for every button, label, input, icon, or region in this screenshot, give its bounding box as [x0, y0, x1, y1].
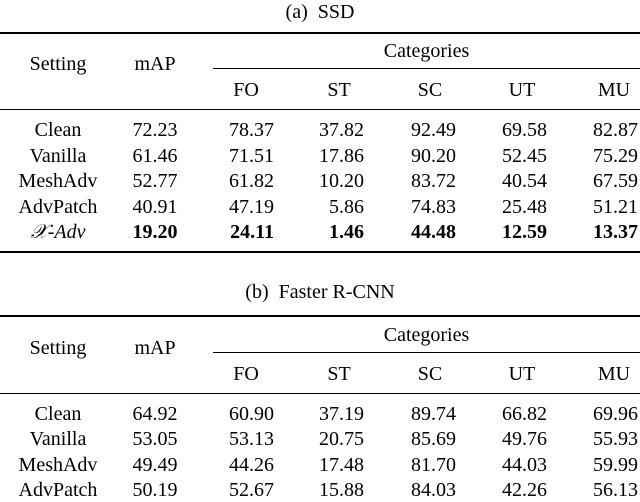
row-setting: AdvPatch	[18, 479, 98, 501]
row-setting: Vanilla	[29, 428, 87, 450]
row-st: 5.86	[329, 196, 364, 218]
row-sc: 90.20	[411, 145, 456, 167]
row-st: 15.88	[319, 479, 364, 501]
header-mu: MU	[597, 79, 631, 101]
row-fo: 61.82	[229, 170, 274, 192]
row-setting: Clean	[34, 119, 82, 141]
row-ut: 12.59	[502, 221, 547, 243]
bottom-rule	[0, 251, 640, 253]
row-setting: AdvPatch	[18, 196, 98, 218]
top-rule	[0, 32, 640, 34]
row-mu: 69.96	[593, 403, 638, 425]
row-map: 40.91	[132, 196, 178, 218]
row-mu: 67.59	[593, 170, 638, 192]
header-categories: Categories	[383, 324, 470, 346]
row-fo: 24.11	[230, 221, 274, 243]
row-fo: 53.13	[229, 428, 274, 450]
row-sc: 44.48	[411, 221, 456, 243]
row-mu: 82.87	[593, 119, 638, 141]
row-setting: Clean	[34, 403, 82, 425]
header-ut: UT	[508, 79, 536, 101]
row-ut: 44.03	[502, 454, 547, 476]
row-mu: 56.13	[593, 479, 638, 501]
header-fo: FO	[233, 79, 259, 101]
header-ut: UT	[508, 363, 536, 385]
row-mu: 55.93	[593, 428, 638, 450]
row-ut: 52.45	[502, 145, 547, 167]
header-mu: MU	[597, 363, 631, 385]
table-caption: (a) SSD	[285, 1, 355, 23]
header-rule	[0, 393, 640, 394]
row-sc: 85.69	[411, 428, 456, 450]
row-fo: 60.90	[229, 403, 274, 425]
row-sc: 83.72	[411, 170, 456, 192]
row-mu: 51.21	[593, 196, 638, 218]
row-sc: 92.49	[411, 119, 456, 141]
row-mu: 59.99	[593, 454, 638, 476]
row-setting: MeshAdv	[18, 454, 98, 476]
row-map: 52.77	[132, 170, 178, 192]
row-fo: 52.67	[229, 479, 274, 501]
row-map: 19.20	[132, 221, 178, 243]
row-fo: 47.19	[229, 196, 274, 218]
row-ut: 49.76	[502, 428, 547, 450]
header-st: ST	[327, 79, 351, 101]
row-st: 37.19	[319, 403, 364, 425]
row-map: 50.19	[132, 479, 178, 501]
row-ut: 25.48	[502, 196, 547, 218]
header-fo: FO	[233, 363, 259, 385]
header-map: mAP	[134, 337, 176, 359]
row-ut: 69.58	[502, 119, 547, 141]
top-rule	[0, 315, 640, 317]
header-sc: SC	[417, 363, 443, 385]
row-fo: 44.26	[229, 454, 274, 476]
row-map: 64.92	[132, 403, 178, 425]
categories-rule	[213, 352, 640, 353]
row-fo: 71.51	[229, 145, 274, 167]
categories-rule	[213, 68, 640, 69]
row-ut: 42.26	[502, 479, 547, 501]
row-ut: 40.54	[502, 170, 547, 192]
row-setting: 𝒳-Adv	[30, 221, 86, 243]
row-sc: 74.83	[411, 196, 456, 218]
header-setting: Setting	[29, 337, 87, 359]
row-map: 61.46	[132, 145, 178, 167]
header-rule	[0, 109, 640, 110]
header-st: ST	[327, 363, 351, 385]
row-setting: MeshAdv	[18, 170, 98, 192]
row-map: 53.05	[132, 428, 178, 450]
row-st: 10.20	[319, 170, 364, 192]
row-fo: 78.37	[229, 119, 274, 141]
header-map: mAP	[134, 53, 176, 75]
row-map: 72.23	[132, 119, 178, 141]
row-setting: Vanilla	[29, 145, 87, 167]
table-caption: (b) Faster R-CNN	[245, 281, 395, 303]
header-sc: SC	[417, 79, 443, 101]
row-sc: 81.70	[411, 454, 456, 476]
row-ut: 66.82	[502, 403, 547, 425]
row-sc: 89.74	[411, 403, 456, 425]
row-st: 17.86	[319, 145, 364, 167]
row-mu: 75.29	[593, 145, 638, 167]
row-st: 37.82	[319, 119, 364, 141]
header-setting: Setting	[29, 53, 87, 75]
row-mu: 13.37	[593, 221, 638, 243]
row-sc: 84.03	[411, 479, 456, 501]
row-map: 49.49	[132, 454, 178, 476]
header-categories: Categories	[383, 40, 470, 62]
row-st: 17.48	[319, 454, 364, 476]
row-st: 20.75	[319, 428, 364, 450]
row-st: 1.46	[329, 221, 364, 243]
